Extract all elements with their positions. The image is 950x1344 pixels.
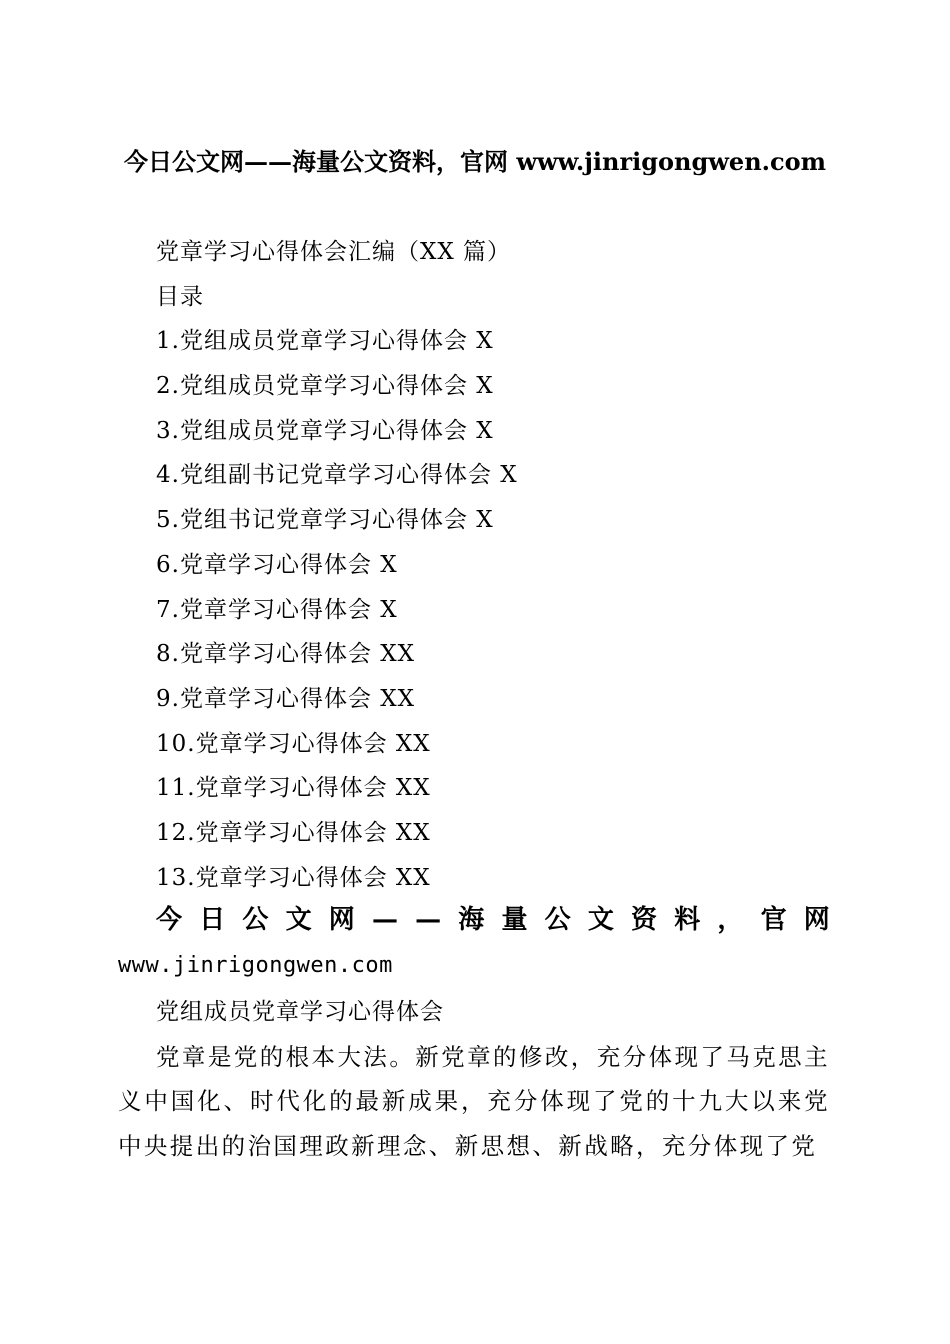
banner-char: 公: [544, 905, 571, 935]
banner-char: 公: [242, 905, 269, 935]
toc-item-10[interactable]: 10.党章学习心得体会 XX: [156, 730, 431, 757]
banner-char: 资: [631, 905, 658, 935]
toc-item-13[interactable]: 13.党章学习心得体会 XX: [156, 864, 431, 891]
toc-item-5[interactable]: 5.党组书记党章学习心得体会 X: [156, 507, 494, 534]
article-body: [118, 990, 830, 1169]
page-header: 今日公文网——海量公文资料，官网 www.jinrigongwen.com: [123, 147, 827, 176]
document-title: 党章学习心得体会汇编（XX 篇）: [156, 239, 512, 265]
toc-item-12[interactable]: 12.党章学习心得体会 XX: [156, 819, 431, 846]
banner-char: ，: [717, 905, 744, 935]
banner-char: —: [371, 905, 398, 935]
banner-char: 海: [458, 905, 485, 935]
banner-char: 文: [285, 905, 312, 935]
banner-char: 量: [501, 905, 528, 935]
banner-char: 料: [674, 905, 701, 935]
article-subtitle: 党组成员党章学习心得体会: [156, 999, 444, 1025]
toc-item-9[interactable]: 9.党章学习心得体会 XX: [156, 685, 416, 712]
toc-item-7[interactable]: 7.党章学习心得体会 X: [156, 596, 398, 623]
banner-text: [118, 898, 830, 944]
toc-item-8[interactable]: 8.党章学习心得体会 XX: [156, 641, 416, 668]
banner-char: 文: [587, 905, 614, 935]
banner-char: 官: [760, 905, 787, 935]
banner-char: 今: [156, 905, 183, 935]
article-paragraph: 党章是党的根本大法。新党章的修改，充分体现了马克思主义中国化、时代化的最新成果，充分体现了党的十九大以来党中央提出的治国理政新理念、新思想、新战略，充分体现了党: [118, 1042, 830, 1161]
banner-char: 网: [803, 905, 830, 935]
toc-item-6[interactable]: 6.党章学习心得体会 X: [156, 551, 398, 578]
toc-item-2[interactable]: 2.党组成员党章学习心得体会 X: [156, 373, 494, 400]
section-banner: [118, 898, 830, 988]
toc-item-3[interactable]: 3.党组成员党章学习心得体会 X: [156, 417, 494, 444]
toc-label: 目录: [156, 283, 204, 310]
toc-item-4[interactable]: 4.党组副书记党章学习心得体会 X: [156, 462, 518, 489]
toc-item-1[interactable]: 1.党组成员党章学习心得体会 X: [156, 328, 494, 355]
banner-char: 网: [328, 905, 355, 935]
banner-char: 日: [199, 905, 226, 935]
banner-char: —: [415, 905, 442, 935]
toc-block: [118, 230, 830, 900]
toc-item-11[interactable]: 11.党章学习心得体会 XX: [156, 775, 431, 802]
banner-url[interactable]: www.jinrigongwen.com: [118, 953, 393, 978]
